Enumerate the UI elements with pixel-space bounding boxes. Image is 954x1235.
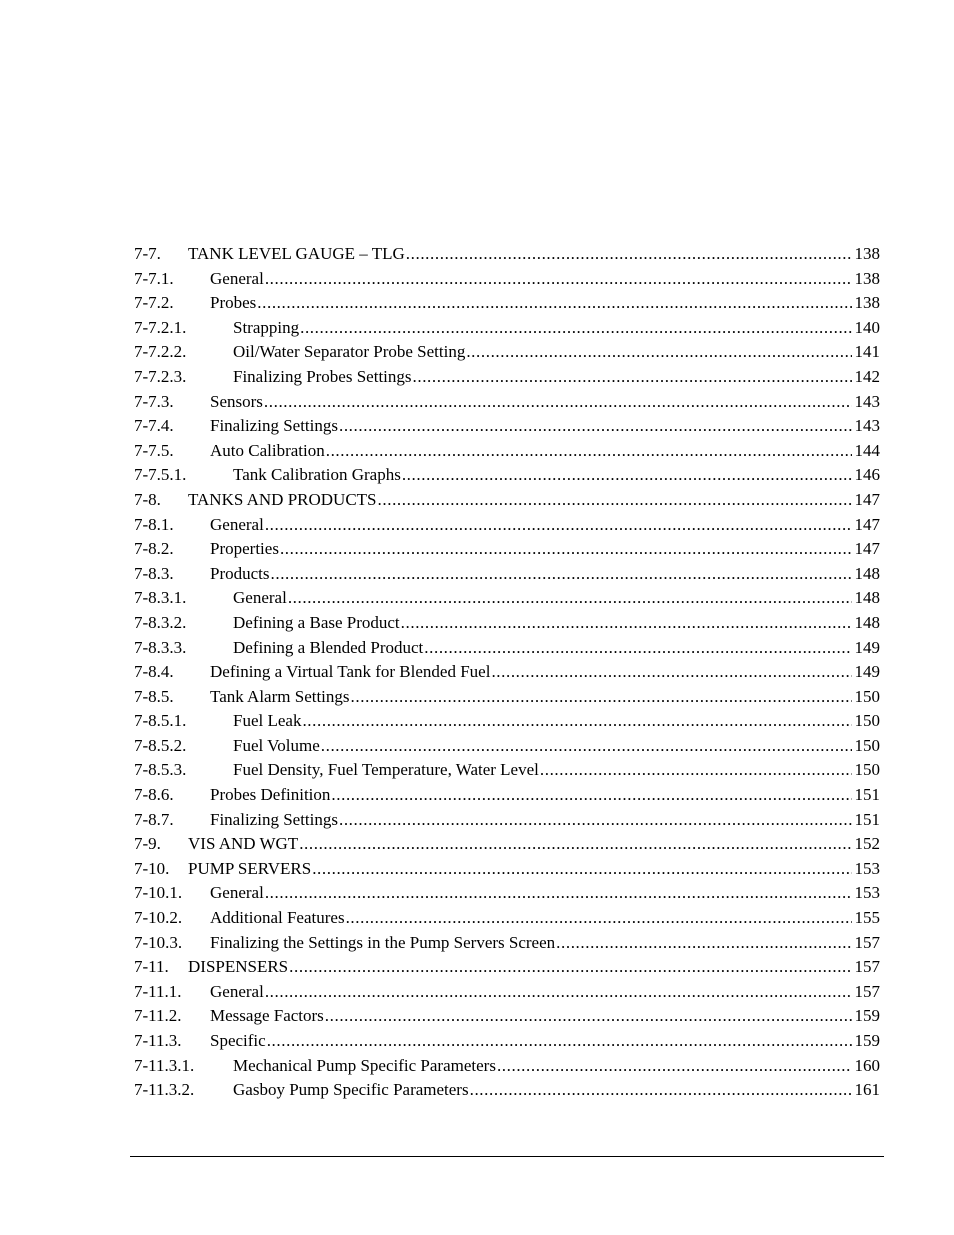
toc-dot-leader <box>491 660 851 685</box>
toc-entry-number: 7-7.2. <box>134 293 174 313</box>
toc-entry-number: 7-7.2.3. <box>134 366 187 386</box>
toc-entry[interactable] <box>134 488 880 513</box>
toc-entry-page-number: 150 <box>852 709 881 734</box>
toc-entry[interactable] <box>134 439 880 464</box>
toc-entry-number: 7-8.3.1. <box>134 588 187 608</box>
toc-entry-number: 7-7. <box>134 244 161 263</box>
toc-entry-number: 7-11.3.2. <box>134 1080 195 1100</box>
toc-entry-number: 7-8.1. <box>134 514 174 534</box>
toc-entry-title: TANKS AND PRODUCTS <box>188 488 378 513</box>
toc-dot-leader <box>556 931 851 956</box>
toc-dot-leader <box>280 537 852 562</box>
toc-entry[interactable] <box>134 586 880 611</box>
toc-entry-number: 7-8.5.2. <box>134 735 187 755</box>
toc-entry-page-number: 152 <box>852 832 881 857</box>
toc-entry-number: 7-7.1. <box>134 268 174 288</box>
toc-entry-page-number: 159 <box>852 1029 881 1054</box>
toc-dot-leader <box>339 808 852 833</box>
toc-entry-number: 7-8.4. <box>134 662 174 682</box>
toc-entry-number: 7-11.1. <box>134 981 182 1001</box>
toc-dot-leader <box>264 390 852 415</box>
toc-entry-page-number: 147 <box>852 513 881 538</box>
toc-entry-number: 7-8.7. <box>134 809 174 829</box>
toc-entry-title: Fuel Density, Fuel Temperature, Water Level <box>233 758 540 783</box>
toc-dot-leader <box>424 636 851 661</box>
toc-entry-title: Fuel Volume <box>233 734 321 759</box>
toc-entry-text <box>210 1029 880 1054</box>
toc-entry[interactable] <box>134 390 880 415</box>
toc-entry-page-number: 149 <box>852 660 881 685</box>
toc-dot-leader <box>265 980 852 1005</box>
toc-entry-page-number: 150 <box>852 734 881 759</box>
toc-entry-number: 7-8.3.3. <box>134 637 187 657</box>
toc-entry-title: Defining a Blended Product <box>233 636 424 661</box>
toc-entry-text <box>210 267 880 292</box>
toc-entry-title: Gasboy Pump Specific Parameters <box>233 1078 470 1103</box>
toc-entry-number: 7-8. <box>134 489 161 509</box>
toc-entry-title: Strapping <box>233 316 300 341</box>
toc-entry-number: 7-11.3. <box>134 1031 182 1050</box>
toc-entry-page-number: 161 <box>852 1078 881 1103</box>
toc-entry-page-number: 150 <box>852 758 881 783</box>
toc-entry-page-number: 141 <box>852 340 881 365</box>
toc-entry-number: 7-7.2.2. <box>134 342 187 362</box>
toc-entry[interactable] <box>134 611 880 636</box>
toc-entry-text <box>233 463 880 488</box>
toc-entry-text <box>233 365 880 390</box>
toc-entry-text <box>233 586 880 611</box>
toc-entry-text <box>210 931 880 956</box>
toc-dot-leader <box>402 463 852 488</box>
toc-entry[interactable] <box>134 758 880 783</box>
toc-entry[interactable] <box>134 783 880 808</box>
toc-entry-title: Additional Features <box>210 906 346 931</box>
toc-entry-text <box>210 881 880 906</box>
toc-entry-title: Finalizing Probes Settings <box>233 365 413 390</box>
toc-entry-text <box>210 685 880 710</box>
toc-dot-leader <box>257 291 851 316</box>
toc-entry[interactable] <box>134 1054 880 1079</box>
toc-entry-page-number: 149 <box>852 636 881 661</box>
toc-entry-page-number: 144 <box>852 439 881 464</box>
table-of-contents <box>134 242 880 1103</box>
toc-entry-page-number: 143 <box>852 390 881 415</box>
toc-entry-page-number: 151 <box>852 783 881 808</box>
toc-entry-page-number: 142 <box>852 365 881 390</box>
toc-entry-page-number: 160 <box>852 1054 881 1079</box>
toc-entry-text <box>210 980 880 1005</box>
toc-dot-leader <box>289 955 851 980</box>
toc-entry-page-number: 157 <box>852 931 881 956</box>
toc-entry-title: General <box>210 513 265 538</box>
toc-entry-number: 7-9. <box>134 834 161 854</box>
toc-entry-number: 7-7.5. <box>134 440 174 460</box>
toc-entry-text <box>210 439 880 464</box>
toc-dot-leader <box>325 1004 852 1029</box>
toc-entry-page-number: 140 <box>852 316 881 341</box>
toc-dot-leader <box>466 340 851 365</box>
toc-entry-title: Mechanical Pump Specific Parameters <box>233 1054 497 1079</box>
toc-dot-leader <box>326 439 852 464</box>
toc-entry[interactable] <box>134 1004 880 1029</box>
toc-entry-title: Tank Alarm Settings <box>210 685 351 710</box>
toc-entry-number: 7-10.2. <box>134 908 183 928</box>
toc-dot-leader <box>312 857 851 882</box>
toc-entry-number: 7-7.5.1. <box>134 465 187 485</box>
toc-entry-title: General <box>233 586 288 611</box>
toc-entry[interactable] <box>134 562 880 587</box>
toc-entry-number: 7-7.2.1. <box>134 317 187 337</box>
toc-entry-text <box>210 513 880 538</box>
toc-entry-text <box>233 709 880 734</box>
toc-dot-leader <box>351 685 852 710</box>
toc-entry-title: Products <box>210 562 271 587</box>
toc-dot-leader <box>288 586 852 611</box>
toc-entry-text <box>210 660 880 685</box>
toc-entry-text <box>210 1004 880 1029</box>
toc-entry-text <box>233 636 880 661</box>
toc-entry-title: VIS AND WGT <box>188 832 299 857</box>
toc-entry-text <box>188 832 880 857</box>
toc-dot-leader <box>497 1054 852 1079</box>
toc-entry-number: 7-10.3. <box>134 932 183 952</box>
toc-entry-page-number: 147 <box>852 537 881 562</box>
toc-entry[interactable] <box>134 931 880 956</box>
toc-dot-leader <box>346 906 852 931</box>
toc-entry-text <box>188 488 880 513</box>
toc-entry-text <box>233 611 880 636</box>
toc-entry-title: General <box>210 881 265 906</box>
toc-entry-text <box>233 1078 880 1103</box>
toc-entry-page-number: 138 <box>852 291 881 316</box>
toc-entry-text <box>233 758 880 783</box>
toc-entry[interactable] <box>134 414 880 439</box>
toc-entry-text <box>210 414 880 439</box>
toc-entry-number: 7-11.2. <box>134 1006 182 1026</box>
toc-entry[interactable] <box>134 832 880 857</box>
toc-entry[interactable] <box>134 709 880 734</box>
toc-entry-page-number: 148 <box>852 611 881 636</box>
toc-entry-page-number: 153 <box>852 881 881 906</box>
toc-entry-text <box>188 242 880 267</box>
toc-dot-leader <box>265 267 852 292</box>
toc-entry-title: Probes <box>210 291 257 316</box>
toc-entry-title: Fuel Leak <box>233 709 302 734</box>
toc-entry-number: 7-11.3.1. <box>134 1055 195 1075</box>
toc-entry-number: 7-11. <box>134 957 169 977</box>
toc-entry-title: Specific <box>210 1029 267 1054</box>
toc-entry-page-number: 155 <box>852 906 881 931</box>
toc-entry-page-number: 146 <box>852 463 881 488</box>
toc-entry-title: Finalizing Settings <box>210 414 339 439</box>
toc-dot-leader <box>300 316 851 341</box>
toc-entry[interactable] <box>134 513 880 538</box>
toc-dot-leader <box>265 513 852 538</box>
toc-entry-number: 7-8.5.3. <box>134 760 187 780</box>
toc-entry-title: Finalizing the Settings in the Pump Servers Screen <box>210 931 556 956</box>
toc-entry[interactable] <box>134 881 880 906</box>
toc-entry-page-number: 159 <box>852 1004 881 1029</box>
toc-dot-leader <box>413 365 852 390</box>
toc-entry-number: 7-8.5. <box>134 686 174 706</box>
toc-entry-text <box>233 734 880 759</box>
toc-entry-text <box>188 857 880 882</box>
toc-entry-page-number: 151 <box>852 808 881 833</box>
toc-dot-leader <box>267 1029 852 1054</box>
toc-entry-title: Properties <box>210 537 280 562</box>
toc-entry[interactable] <box>134 242 880 267</box>
toc-entry-title: Defining a Base Product <box>233 611 401 636</box>
toc-entry[interactable] <box>134 316 880 341</box>
toc-entry-title: Finalizing Settings <box>210 808 339 833</box>
toc-entry-page-number: 148 <box>852 562 881 587</box>
toc-entry-title: Auto Calibration <box>210 439 326 464</box>
toc-dot-leader <box>378 488 852 513</box>
toc-entry-text <box>233 340 880 365</box>
toc-entry-page-number: 157 <box>852 955 881 980</box>
toc-entry-text <box>210 562 880 587</box>
toc-entry-number: 7-7.4. <box>134 416 174 436</box>
toc-entry[interactable] <box>134 291 880 316</box>
toc-entry-text <box>188 955 880 980</box>
toc-entry[interactable] <box>134 980 880 1005</box>
toc-entry[interactable] <box>134 857 880 882</box>
toc-entry[interactable] <box>134 1078 880 1103</box>
toc-dot-leader <box>299 832 851 857</box>
toc-entry-number: 7-8.3.2. <box>134 612 187 632</box>
toc-entry[interactable] <box>134 1029 880 1054</box>
toc-entry-page-number: 143 <box>852 414 881 439</box>
toc-dot-leader <box>302 709 851 734</box>
toc-entry-title: General <box>210 980 265 1005</box>
toc-dot-leader <box>540 758 852 783</box>
toc-entry-number: 7-8.2. <box>134 539 174 559</box>
toc-entry-number: 7-8.5.1. <box>134 711 187 731</box>
toc-dot-leader <box>339 414 852 439</box>
toc-entry-page-number: 148 <box>852 586 881 611</box>
toc-entry-title: PUMP SERVERS <box>188 857 312 882</box>
toc-entry-title: Message Factors <box>210 1004 325 1029</box>
toc-dot-leader <box>406 242 852 267</box>
toc-entry-title: Sensors <box>210 390 264 415</box>
toc-dot-leader <box>321 734 852 759</box>
toc-entry-page-number: 138 <box>852 242 881 267</box>
toc-entry[interactable] <box>134 685 880 710</box>
toc-entry-text <box>233 316 880 341</box>
toc-dot-leader <box>470 1078 852 1103</box>
toc-dot-leader <box>265 881 852 906</box>
toc-entry-title: DISPENSERS <box>188 955 289 980</box>
toc-entry-title: TANK LEVEL GAUGE – TLG <box>188 242 406 267</box>
toc-entry-title: Defining a Virtual Tank for Blended Fuel <box>210 660 491 685</box>
toc-entry-number: 7-7.3. <box>134 391 174 411</box>
toc-entry[interactable] <box>134 463 880 488</box>
toc-dot-leader <box>401 611 852 636</box>
toc-entry[interactable] <box>134 365 880 390</box>
toc-entry-text <box>210 783 880 808</box>
toc-entry[interactable] <box>134 267 880 292</box>
toc-entry-page-number: 157 <box>852 980 881 1005</box>
toc-entry-title: Tank Calibration Graphs <box>233 463 402 488</box>
toc-entry[interactable] <box>134 660 880 685</box>
toc-entry-title: General <box>210 267 265 292</box>
toc-entry-title: Probes Definition <box>210 783 331 808</box>
toc-dot-leader <box>331 783 851 808</box>
toc-entry-text <box>210 808 880 833</box>
toc-entry-page-number: 153 <box>852 857 881 882</box>
toc-entry-number: 7-10.1. <box>134 883 183 903</box>
toc-entry[interactable] <box>134 955 880 980</box>
toc-entry[interactable] <box>134 734 880 759</box>
toc-entry-title: Oil/Water Separator Probe Setting <box>233 340 466 365</box>
toc-entry[interactable] <box>134 808 880 833</box>
toc-entry-text <box>210 906 880 931</box>
toc-entry-page-number: 150 <box>852 685 881 710</box>
footer-rule <box>130 1156 884 1157</box>
toc-entry-page-number: 147 <box>852 488 881 513</box>
toc-entry[interactable] <box>134 636 880 661</box>
toc-entry-text <box>210 390 880 415</box>
toc-entry[interactable] <box>134 340 880 365</box>
toc-entry-text <box>210 537 880 562</box>
toc-entry-text <box>233 1054 880 1079</box>
toc-entry-number: 7-8.3. <box>134 563 174 583</box>
toc-entry-page-number: 138 <box>852 267 881 292</box>
toc-entry[interactable] <box>134 906 880 931</box>
toc-entry[interactable] <box>134 537 880 562</box>
toc-entry-text <box>210 291 880 316</box>
toc-entry-number: 7-8.6. <box>134 785 174 805</box>
toc-entry-number: 7-10. <box>134 858 170 878</box>
toc-dot-leader <box>271 562 852 587</box>
